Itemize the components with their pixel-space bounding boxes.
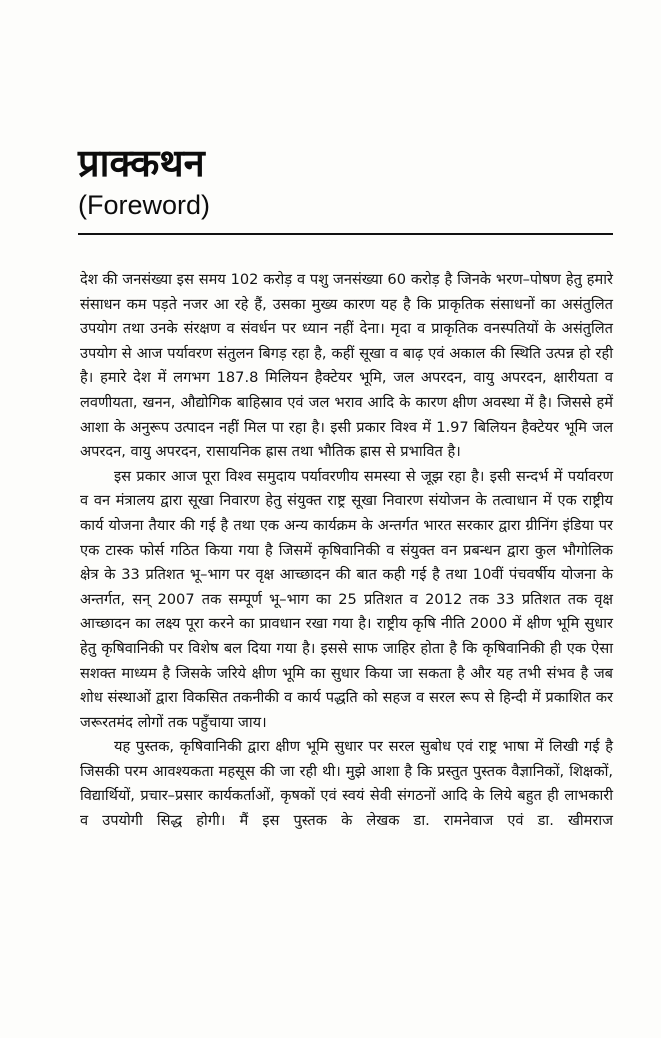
page-title-english: (Foreword) [78, 190, 211, 220]
paragraph-1: देश की जनसंख्या इस समय 102 करोड़ व पशु जनसंख्या 60 करोड़ है जिनके भरण–पोषण हेतु हमारे संसाधन कम पड़ते नजर आ रहे हैं, उसका मुख्य कारण यह है कि प्राकृतिक संसाधनों का असंतुलित उपयोग तथा उनके संरक्षण व संवर्धन पर ध्यान नहीं देना। मृदा व प्राकृतिक वनस्पतियों के असंतुलित उपयोग से आज पर्यावरण संतुलन बिगड़ रहा है, कहीं सूखा व बाढ़ एवं अकाल की स्थिति उत्पन्न हो रही है। हमारे देश में लगभग 187.8 मिलियन हैक्टेयर भूमि, जल अपरदन, वायु अपरदन, क्षारीयता व लवणीयता, खनन, औद्योगिक बाहिस्राव एवं जल भराव आदि के कारण क्षीण अवस्था में है। जिससे हमें आशा के अनुरूप उत्पादन नहीं मिल पा रहा है। इसी प्रकार विश्व में 1.97 बिलियन हैक्टेयर भूमि जल अपरदन, वायु अपरदन, रासायनिक ह्रास तथा भौतिक ह्रास से प्रभावित है। [80, 271, 613, 461]
page-title-hindi: प्राक्कथन [78, 141, 205, 185]
body-text [80, 268, 613, 834]
paragraph-2: इस प्रकार आज पूरा विश्व समुदाय पर्यावरणीय समस्या से जूझ रहा है। इसी सन्दर्भ में पर्यावरण व वन मंत्रालय द्वारा सूखा निवारण हेतु संयुक्त राष्ट्र सूखा निवारण संयोजन के तत्वाधान में एक राष्ट्रीय कार्य योजना तैयार की गई है तथा एक अन्य कार्यक्रम के अन्तर्गत भारत सरकार द्वारा ग्रीनिंग इंडिया पर एक टास्क फोर्स गठित किया गया है जिसमें कृषिवानिकी व संयुक्त वन प्रबन्धन द्वारा कुल भौगोलिक क्षेत्र के 33 प्रतिशत भू–भाग पर वृक्ष आच्छादन की बात कही गई है तथा 10वीं पंचवर्षीय योजना के अन्तर्गत, सन् 2007 तक सम्पूर्ण भू–भाग का 25 प्रतिशत व 2012 तक 33 प्रतिशत तक वृक्ष आच्छादन का लक्ष्य पूरा करने का प्रावधान रखा गया है। राष्ट्रीय कृषि नीति 2000 में क्षीण भूमि सुधार हेतु कृषिवानिकी पर विशेष बल दिया गया है। इससे साफ जाहिर होता है कि कृषिवानिकी ही एक ऐसा सशक्त माध्यम है जिसके जरिये क्षीण भूमि का सुधार किया जा सकता है और यह तभी संभव है जब शोध संस्थाओं द्वारा विकसित तकनीकी व कार्य पद्धति को सहज व सरल रूप से हिन्दी में प्रकाशित कर जरूरतमंद लोगों तक पहुँचाया जाय। [80, 467, 613, 731]
paragraph-3: यह पुस्तक, कृषिवानिकी द्वारा क्षीण भूमि सुधार पर सरल सुबोध एवं राष्ट्र भाषा में लिखी गई है जिसकी परम आवश्यकता महसूस की जा रही थी। मुझे आशा है कि प्रस्तुत पुस्तक वैज्ञानिकों, शिक्षकों, विद्यार्थियों, प्रचार–प्रसार कार्यकर्ताओं, कृषकों एवं स्वयं सेवी संगठनों आदि के लिये बहुत ही लाभकारी व उपयोगी सिद्ध होगी। मैं इस पुस्तक के लेखक डा. रामनेवाज एवं डा. खीमराज [80, 738, 613, 830]
heading-block [78, 140, 618, 222]
heading-divider [78, 233, 613, 235]
